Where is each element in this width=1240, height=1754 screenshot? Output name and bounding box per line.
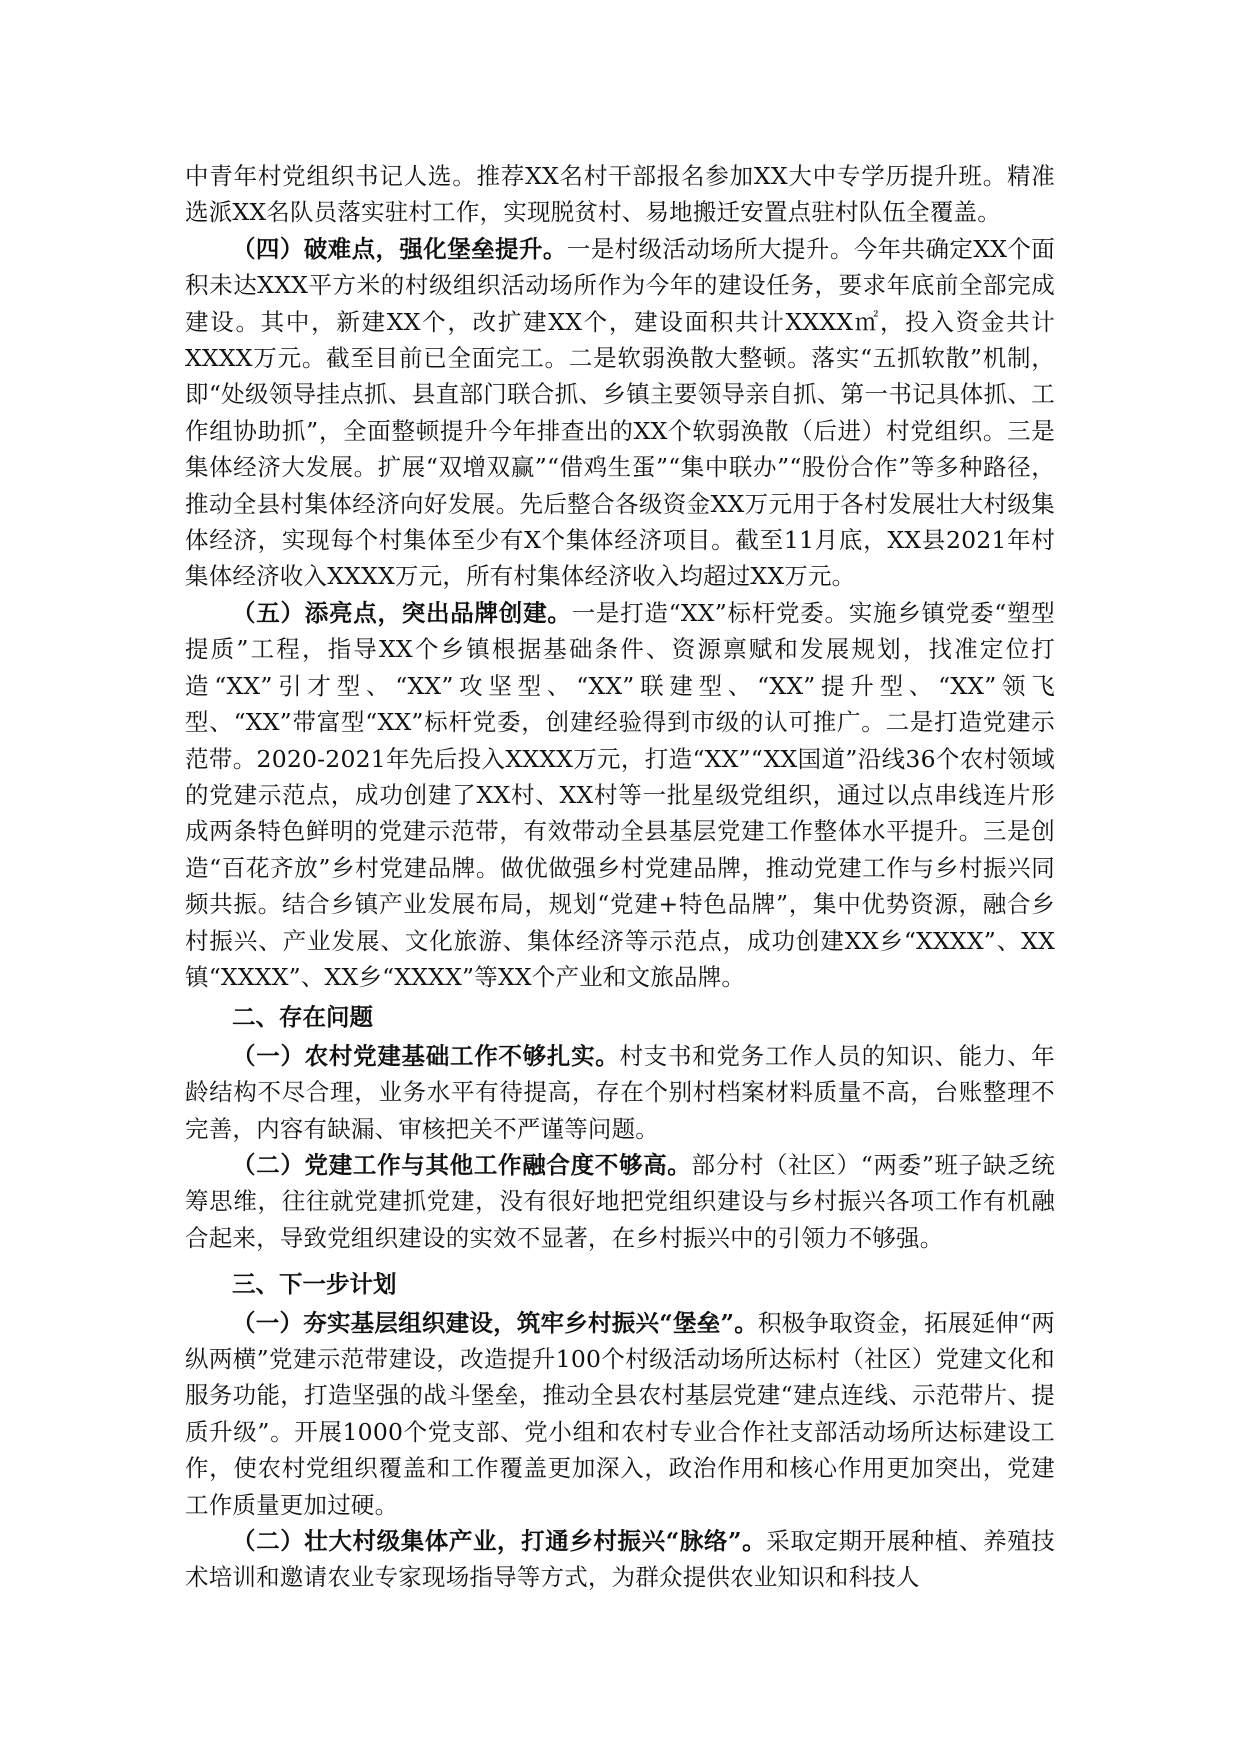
paragraph-lead: （二）党建工作与其他工作融合度不够高。 (232, 1150, 692, 1179)
paragraph-plan-1 (185, 1305, 1055, 1523)
section-heading-problems: 二、存在问题 (232, 1003, 373, 1032)
paragraph-problem-2 (185, 1147, 1055, 1256)
paragraph-body: 部分村（社区）“两委”班子缺乏统筹思维，往往就党建抓党建，没有很好地把党组织建设与乡村振兴各项工作有机融合起来，导致党组织建设的实效不显著，在乡村振兴中的引领力不够强。 (185, 1150, 1055, 1252)
paragraph-body: 一是打造“XX”标杆党委。实施乡镇党委“塑型提质”工程，指导XX个乡镇根据基础条件、资源禀赋和发展规划，找准定位打造“XX”引才型、“XX”攻坚型、“XX”联建型、“XX”提升型、“XX”领飞型、“XX”带富型“XX”标杆党委，创建经验得到市级的认可推广。二是打造党建示范带。2020-2021年先后投入XXXX万元，打造“XX”“XX国道”沿线36个农村领域的党建示范点，成功创建了XX村、XX村等一批星级党组织，通过以点串线连片形成两条特色鲜明的党建示范带，有效带动全县基层党建工作整体水平提升。三是创造“百花齐放”乡村党建品牌。做优做强乡村党建品牌，推动党建工作与乡村振兴同频共振。结合乡镇产业发展布局，规划“党建+特色品牌”，集中优势资源，融合乡村振兴、产业发展、文化旅游、集体经济等示范点，成功创建XX乡“XXXX”、XX镇“XXXX”、XX乡“XXXX”等XX个产业和文旅品牌。 (185, 598, 1055, 991)
paragraph-problem-1 (185, 1038, 1055, 1147)
paragraph-body: 积极争取资金，拓展延伸“两纵两横”党建示范带建设，改造提升100个村级活动场所达标村（社区）党建文化和服务功能，打造坚强的战斗堡垒，推动全县农村基层党建“建点连线、示范带片、提质升级”。开展1000个党支部、党小组和农村专业合作社支部活动场所达标建设工作，使农村党组织覆盖和工作覆盖更加深入，政治作用和核心作用更加突出，党建工作质量更加过硬。 (185, 1308, 1055, 1519)
paragraph-lead: （一）夯实基层组织建设，筑牢乡村振兴“堡垒”。 (232, 1308, 758, 1337)
paragraph-section-4 (185, 231, 1055, 595)
paragraph-body: 村支书和党务工作人员的知识、能力、年龄结构不尽合理，业务水平有待提高，存在个别村档案材料质量不高，台账整理不完善，内容有缺漏、审核把关不严谨等问题。 (185, 1041, 1056, 1143)
paragraph-lead: （二）壮大村级集体产业，打通乡村振兴“脉络”。 (232, 1527, 767, 1556)
paragraph-body: 一是村级活动场所大提升。今年共确定XX个面积未达XXX平方米的村级组织活动场所作为今年的建设任务，要求年底前全部完成建设。其中，新建XX个，改扩建XX个，建设面积共计XXXX㎡，投入资金共计XXXX万元。截至目前已全面完工。二是软弱涣散大整顿。落实“五抓软散”机制，即“处级领导挂点抓、县直部门联合抓、乡镇主要领导亲自抓、第一书记具体抓、工作组协助抓”，全面整顿提升今年排查出的XX个软弱涣散（后进）村党组织。三是集体经济大发展。扩展“双增双赢”“借鸡生蛋”“集中联办”“股份合作”等多种路径，推动全县村集体经济向好发展。先后整合各级资金XX万元用于各村发展壮大村级集体经济，实现每个村集体至少有X个集体经济项目。截至11月底，XX县2021年村集体经济收入XXXX万元，所有村集体经济收入均超过XX万元。 (185, 234, 1055, 591)
paragraph-body: 采取定期开展种植、养殖技术培训和邀请农业专家现场指导等方式，为群众提供农业知识和科技人 (185, 1527, 1055, 1592)
paragraph-plan-2 (185, 1523, 1055, 1596)
document-page (185, 158, 1055, 1596)
section-heading-next-steps: 三、下一步计划 (232, 1270, 397, 1299)
paragraph-lead: （四）破难点，强化堡垒提升。 (232, 234, 567, 263)
paragraph-lead: （五）添亮点，突出品牌创建。 (232, 598, 572, 627)
paragraph-continued: 中青年村党组织书记人选。推荐XX名村干部报名参加XX大中专学历提升班。精准选派XX名队员落实驻村工作，实现脱贫村、易地搬迁安置点驻村队伍全覆盖。 (185, 162, 1055, 227)
paragraph-section-5 (185, 595, 1055, 995)
paragraph-lead: （一）农村党建基础工作不够扎实。 (232, 1041, 620, 1070)
